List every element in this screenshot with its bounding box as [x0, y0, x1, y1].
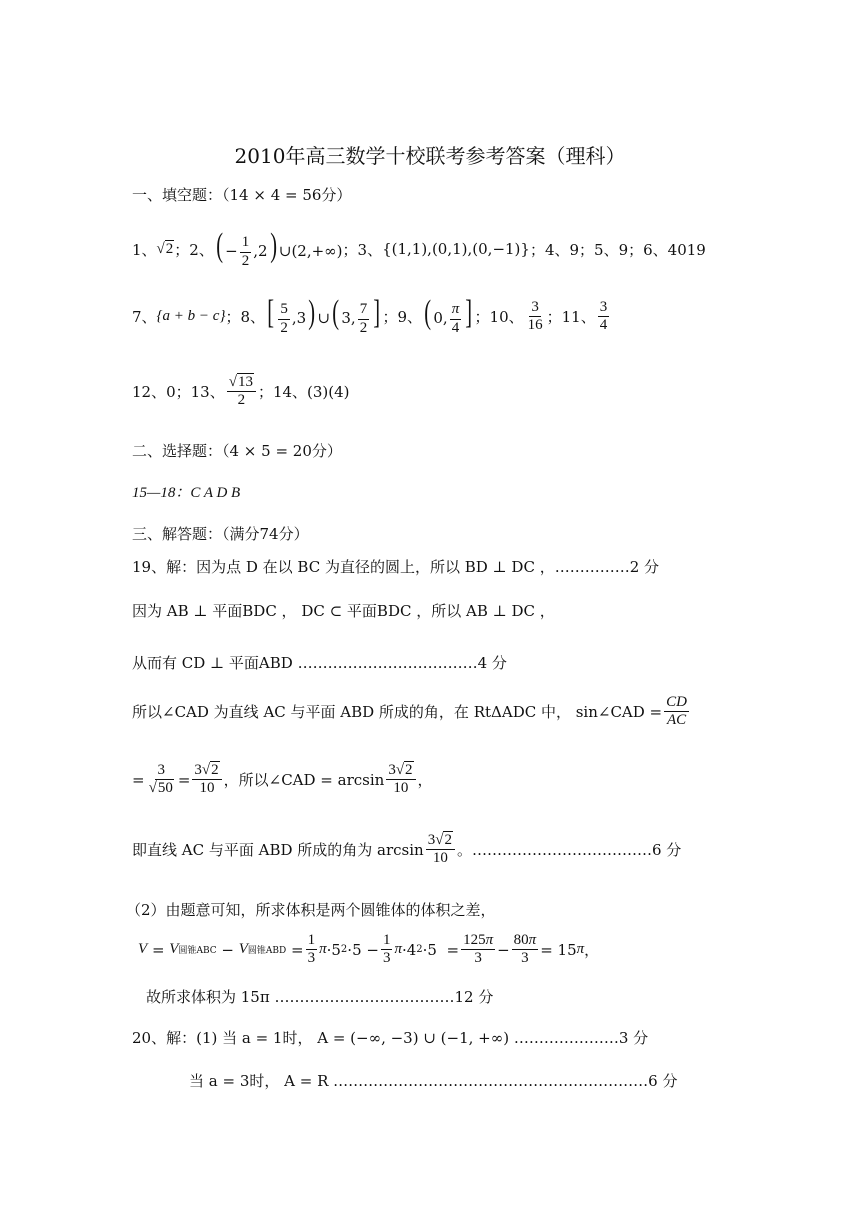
answers-15-18: 15—18：C A D B [132, 485, 241, 501]
comma: ， [417, 771, 433, 790]
q1-answer: √2 [156, 240, 174, 257]
volume-equation: V = V 圆锥ABC − V 圆锥ABD = $\frac{1}{3}$ π ·5 2 ·5 − $\frac{1}{3}$ π ·4 2 ·5 = $\frac{125\pi}{3}$ − $\frac{80\pi}{3}$ = 15 π ， [138, 932, 600, 967]
sol20-line1: 20、解：(1) 当 a = 1时， A = (−∞, −3) ∪ (−1, +∞) …………………3 分 [132, 1029, 649, 1047]
sol19-line6-text: 即直线 AC 与平面 ABD 所成的角为 arcsin [132, 841, 424, 860]
q4-6-answers: ；4、9；5、9；6、4019 [529, 240, 706, 259]
sol19-line5 [132, 762, 433, 798]
sol19-line2: 因为 AB ⊥ 平面BDC ， DC ⊂ 平面BDC ，所以 AB ⊥ DC ， [132, 602, 555, 620]
q9-label: ；9、 [382, 307, 423, 326]
page-title: 2010年高三数学十校联考参考答案（理科） [234, 144, 626, 168]
q11-label: ；11、 [546, 307, 596, 326]
sol19-line4 [132, 694, 691, 730]
section-choice: 二、选择题：（4 × 5 = 20分） [132, 442, 342, 460]
q1-label: 1、 [132, 240, 157, 259]
answers-12-14 [132, 374, 350, 410]
frac-3-sqrt50: $\frac{3}{√50}$ [148, 762, 173, 797]
sol19-line1: 19、解：因为点 D 在以 BC 为直径的圆上，所以 BD ⊥ DC ，……………2 分 [132, 558, 660, 576]
q3-answer: {(1,1),(0,1),(0,−1)} [382, 240, 530, 259]
q7-label: 7、 [132, 307, 157, 326]
sol19-line5-text: ，所以∠CAD = arcsin [223, 771, 385, 790]
q11-answer: $\frac{3}{4}$ [599, 298, 608, 333]
sol19-line6-end: 。………………………………6 分 [456, 841, 682, 860]
q9-answer: ( 0, $\frac{\pi}{4}$ ] [424, 294, 473, 336]
section-solutions: 三、解答题：（满分74分） [132, 525, 309, 543]
sin-fraction: $\frac{CD}{AC}$ [666, 694, 687, 729]
q12-13-label: 12、0；13、 [132, 383, 225, 402]
q3-label: ；3、 [342, 240, 383, 259]
q8-answer: [ $\frac{5}{2}$ ,3) ∪( 3, $\frac{7}{2}$ ] [267, 294, 381, 336]
arcsin-fraction-2: $\frac{3√2}{10}$ [426, 832, 455, 868]
sol19-line3: 从而有 CD ⊥ 平面ABD ………………………………4 分 [132, 654, 507, 672]
q13-answer: $\frac{√13}{2}$ [227, 374, 256, 410]
eq-sign: = [132, 770, 145, 789]
section-fill-blank: 一、填空题：（14 × 4 = 56分） [132, 186, 352, 204]
arcsin-fraction: $\frac{3√2}{10}$ [386, 762, 415, 798]
q14-answer: ；14、(3)(4) [257, 383, 350, 402]
q8-label: ；8、 [225, 307, 265, 326]
sol19-line6 [132, 832, 681, 868]
sol19-part2: （2）由题意可知，所求体积是两个圆锥体的体积之差， [126, 901, 496, 919]
q2-answer: ( − $\frac{1}{2}$ ,2) ∪(2,+∞) [216, 227, 343, 269]
sol20-line2: 当 a = 3时， A = R ………………………………………………………6 分 [189, 1072, 678, 1090]
q10-answer: $\frac{3}{16}$ [527, 298, 543, 333]
q7-answer: {a + b − c} [156, 307, 226, 324]
volume-eq-end: ， [584, 941, 600, 960]
sol19-line8: 故所求体积为 15π ………………………………12 分 [146, 988, 494, 1006]
answers-1-6 [132, 229, 706, 270]
frac-3sqrt2-10: $\frac{3√2}{10}$ [192, 762, 221, 798]
eq-sign-2: = [177, 770, 191, 789]
sol19-line4-text: 所以∠CAD 为直线 AC 与平面 ABD 所成的角，在 RtΔADC 中， sin∠CAD = [132, 703, 663, 722]
answers-7-11 [132, 296, 611, 337]
q2-label: ；2、 [174, 240, 214, 259]
q10-label: ；10、 [474, 307, 524, 326]
